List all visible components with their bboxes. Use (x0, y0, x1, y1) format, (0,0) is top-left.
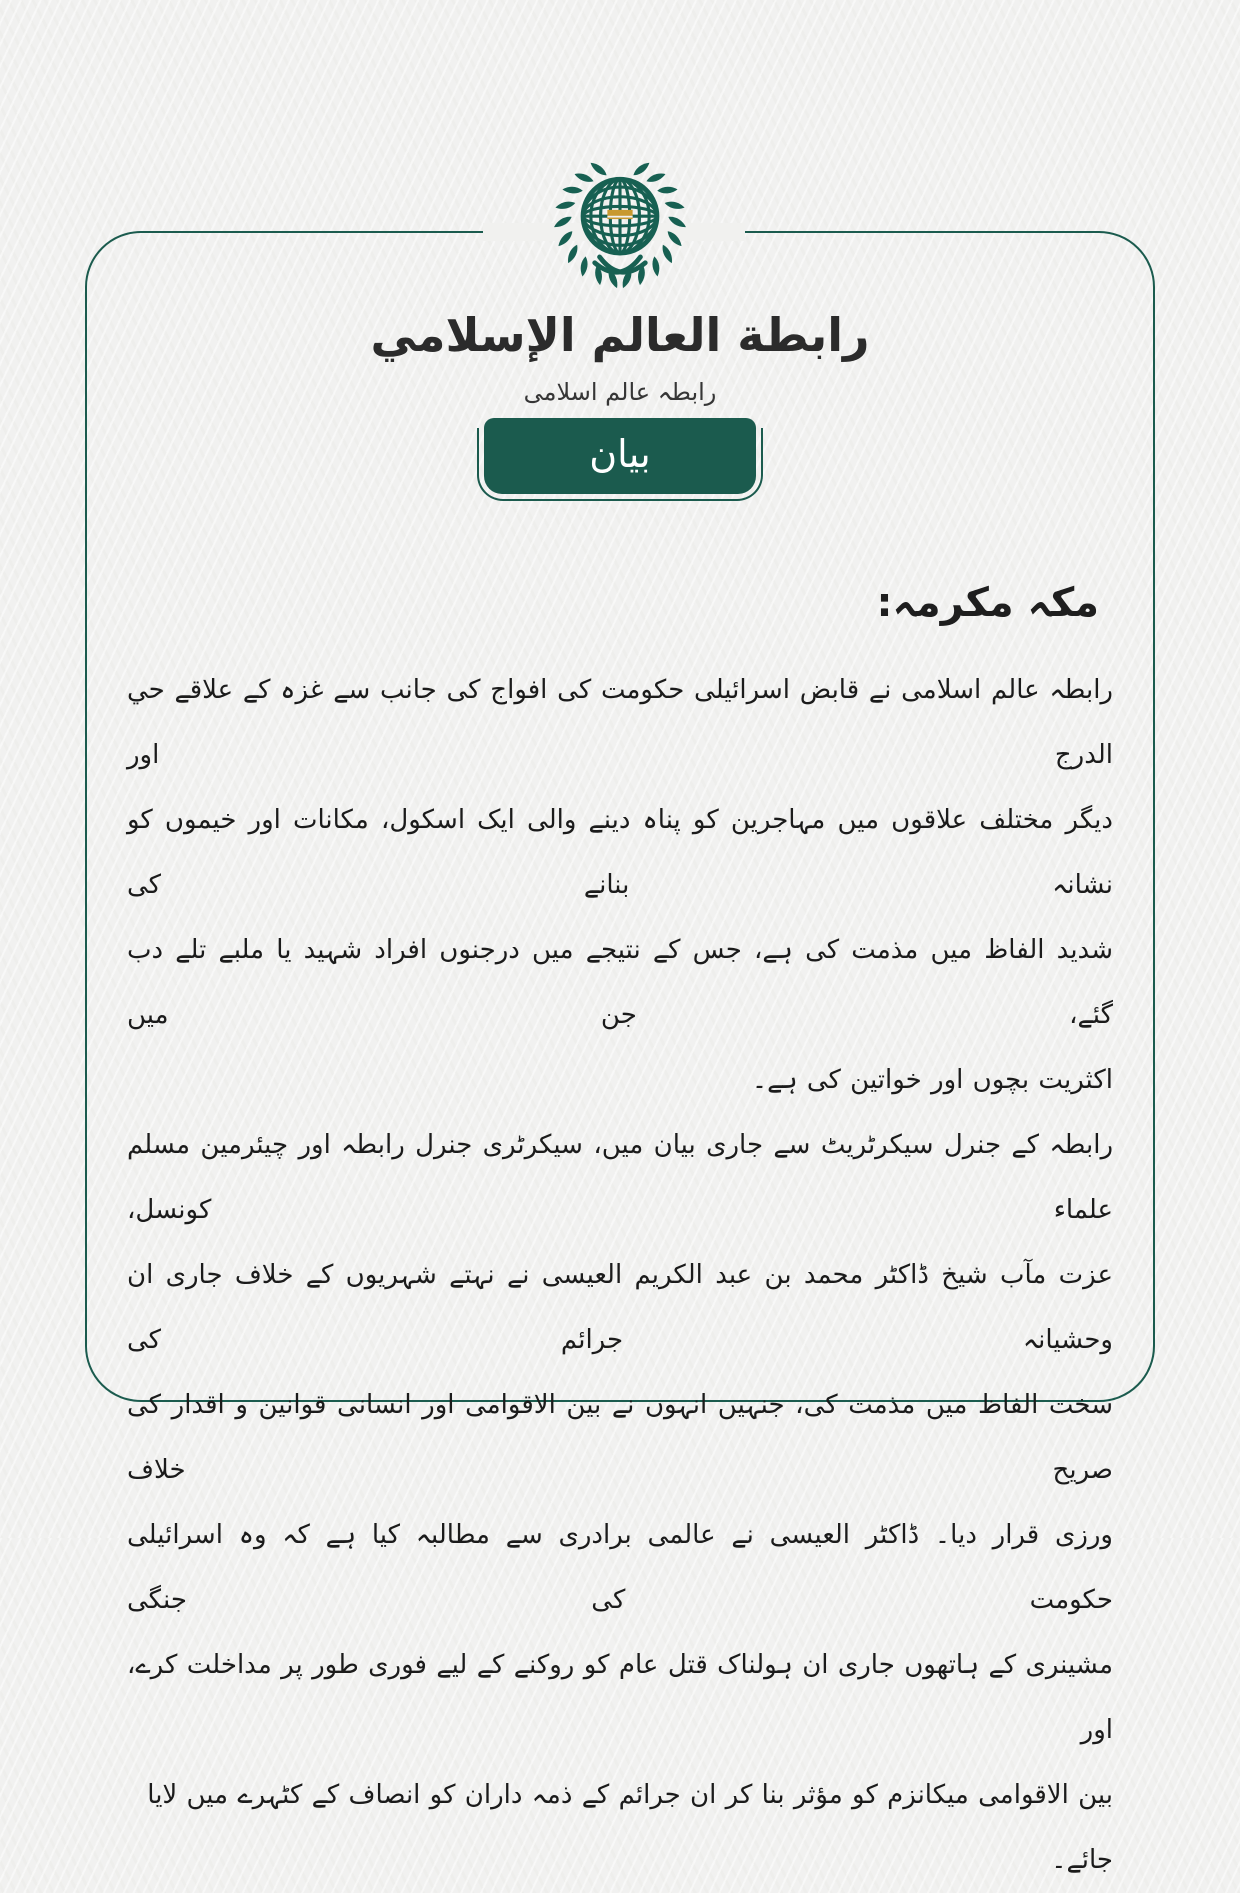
body-line: بین الاقوامی میکانزم کو مؤثر بنا کر ان جرائم کے ذمہ داران کو انصاف کے کٹہرے میں لایا جائے۔ (147, 1780, 1113, 1875)
body-line: مشینری کے ہاتھوں جاری ان ہولناک قتل عام کو روکنے کے لیے فوری طور پر مداخلت کرے، اور (127, 1650, 1113, 1745)
globe-icon (583, 179, 657, 253)
body-line: رابطہ کے جنرل سیکرٹریٹ سے جاری بیان میں، سیکرٹری جنرل رابطہ اور چیئرمین مسلم علماء کونسل، (127, 1130, 1113, 1225)
body-line: سخت الفاظ میں مذمت کی، جنہیں انہوں نے بین الاقوامی اور انسانی قوانین و اقدار کی صریح خلاف (127, 1390, 1113, 1485)
body-line: رابطہ عالم اسلامی نے قابض اسرائیلی حکومت کی افواج کی جانب سے غزہ کے علاقے حي الدرج اور (127, 675, 1113, 770)
kaaba-door-icon (607, 210, 632, 219)
org-name-arabic: رابطة العالم الإسلامي (370, 308, 870, 362)
banner-label: بیان (589, 432, 651, 476)
body-line: ورزی قرار دیا۔ ڈاکٹر العیسی نے عالمی برادری سے مطالبہ کیا ہے کہ وہ اسرائیلی حکومت کی جنگی (127, 1520, 1113, 1615)
body-line: شدید الفاظ میں مذمت کی ہے، جس کے نتیجے میں درجنوں افراد شہید یا ملبے تلے دب گئے، جن میں (127, 935, 1113, 1030)
body-line: اکثریت بچوں اور خواتین کی ہے۔ (751, 1065, 1113, 1095)
statement-body (127, 568, 1113, 1893)
body-line: دیگر مختلف علاقوں میں مہاجرین کو پناہ دینے والی ایک اسکول، مکانات اور خیموں کو نشانہ بنانے کی (127, 805, 1113, 900)
laurel-wreath-globe-icon (552, 154, 688, 290)
org-name-urdu: رابطہ عالم اسلامی (523, 378, 717, 406)
body-line: عزت مآب شیخ ڈاکٹر محمد بن عبد الکریم العیسی نے نہتے شہریوں کے خلاف جاری ان وحشیانہ جرائم کی (127, 1260, 1113, 1355)
dateline: مکہ مکرمہ: (876, 580, 1099, 626)
statement-banner (484, 418, 756, 494)
